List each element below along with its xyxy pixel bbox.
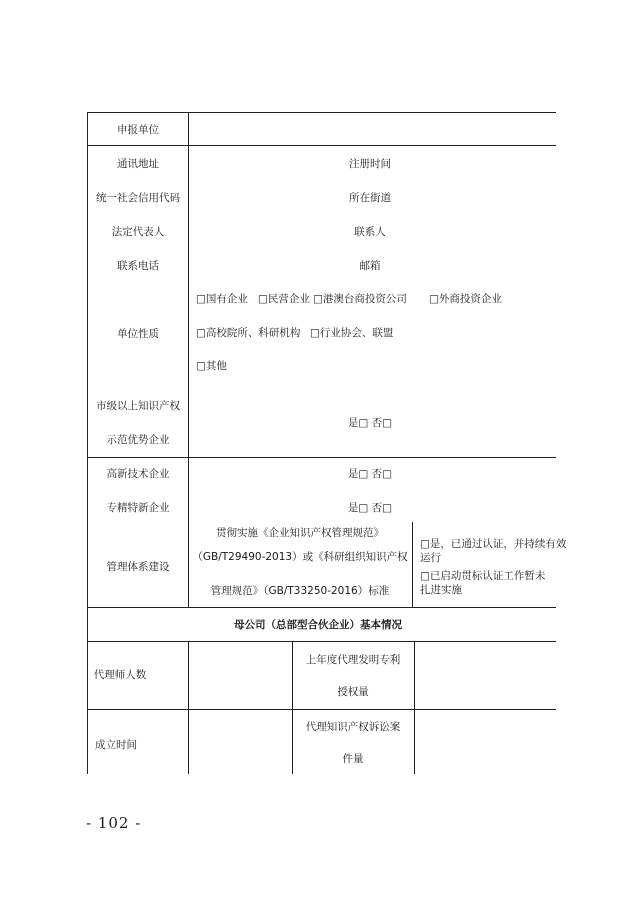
mgmt-status-started[interactable]: □已启动贯标认证工作暂未 xyxy=(420,570,546,582)
nature-option-label: 国有企业 xyxy=(205,293,248,305)
mgmt-status-started-cont: 扎进实施 xyxy=(420,584,462,596)
patent-agency-line1: 上年度代理发明专利 xyxy=(305,654,401,666)
table-border xyxy=(87,112,556,113)
mgmt-standard-line3: 管理规范》（GB/T33250-2016）标准 xyxy=(210,585,390,597)
credit-code-label: 统一社会信用代码 xyxy=(96,192,180,204)
applicant-label: 申报单位 xyxy=(117,124,159,136)
table-border xyxy=(87,709,556,710)
checkbox-icon: □ xyxy=(196,327,206,339)
ip-demo-label-line2: 示范优势企业 xyxy=(106,434,170,446)
ip-demo-yes-no[interactable]: 是□ 否□ xyxy=(347,417,393,429)
table-border xyxy=(414,641,415,774)
checkbox-icon: □ xyxy=(429,293,439,305)
nature-option-label: 港澳台商投资公司 xyxy=(322,293,407,305)
checkbox-icon: □ xyxy=(258,293,268,305)
nature-option-label: 外商投资企业 xyxy=(438,293,502,305)
nature-option-state[interactable] xyxy=(196,292,248,306)
mgmt-status-certified[interactable]: □是，已通过认证，并持续有效 xyxy=(420,538,567,550)
table-border xyxy=(292,641,293,774)
nature-option-label: 其他 xyxy=(205,360,227,372)
mgmt-label: 管理体系建设 xyxy=(106,561,170,573)
founded-label: 成立时间 xyxy=(95,739,137,751)
nature-option-hmt[interactable] xyxy=(313,292,407,306)
contact-label: 联系人 xyxy=(354,226,386,238)
table-border xyxy=(87,457,556,458)
specialized-yes-no[interactable]: 是□ 否□ xyxy=(347,502,393,514)
checkbox-icon: □ xyxy=(313,293,323,305)
nature-option-label: 行业协会、联盟 xyxy=(319,327,394,339)
table-border xyxy=(87,641,556,642)
checkbox-icon: □ xyxy=(196,293,206,305)
mgmt-standard-line2: （GB/T29490-2013）或《科研组织知识产权 xyxy=(192,551,408,563)
litigation-line1: 代理知识产权诉讼案 xyxy=(305,721,401,733)
legal-rep-label: 法定代表人 xyxy=(111,226,165,238)
street-label: 所在街道 xyxy=(349,192,391,204)
litigation-line2: 件量 xyxy=(342,753,364,765)
nature-option-institute[interactable] xyxy=(196,326,300,340)
nature-option-label: 民营企业 xyxy=(267,293,310,305)
reg-time-label: 注册时间 xyxy=(349,158,391,170)
agents-label: 代理师人数 xyxy=(93,669,147,681)
nature-option-other[interactable] xyxy=(196,359,227,373)
email-label: 邮箱 xyxy=(359,260,381,272)
address-label: 通讯地址 xyxy=(117,158,159,170)
hightech-yes-no[interactable]: 是□ 否□ xyxy=(347,468,393,480)
nature-option-label: 高校院所、科研机构 xyxy=(205,327,301,339)
nature-option-foreign[interactable] xyxy=(429,292,502,306)
hightech-label: 高新技术企业 xyxy=(106,468,170,480)
checkbox-icon: □ xyxy=(196,360,206,372)
table-border xyxy=(412,522,413,607)
table-border xyxy=(188,641,189,774)
nature-label: 单位性质 xyxy=(117,328,159,340)
parent-company-heading: 母公司（总部型合伙企业）基本情况 xyxy=(234,619,402,631)
ip-demo-label-line1: 市级以上知识产权 xyxy=(96,400,180,412)
phone-label: 联系电话 xyxy=(117,260,159,272)
table-border xyxy=(87,145,556,146)
nature-option-private[interactable] xyxy=(258,292,310,306)
nature-option-association[interactable] xyxy=(310,326,393,340)
page-number: - 102 - xyxy=(86,814,142,832)
mgmt-status-certified-cont: 运行 xyxy=(420,552,441,564)
mgmt-standard-line1: 贯彻实施《企业知识产权管理规范》 xyxy=(216,527,384,539)
table-border xyxy=(87,607,556,608)
checkbox-icon: □ xyxy=(310,327,320,339)
patent-agency-line2: 授权量 xyxy=(337,686,369,698)
specialized-label: 专精特新企业 xyxy=(106,502,170,514)
table-border xyxy=(188,112,189,607)
table-border xyxy=(87,112,88,774)
